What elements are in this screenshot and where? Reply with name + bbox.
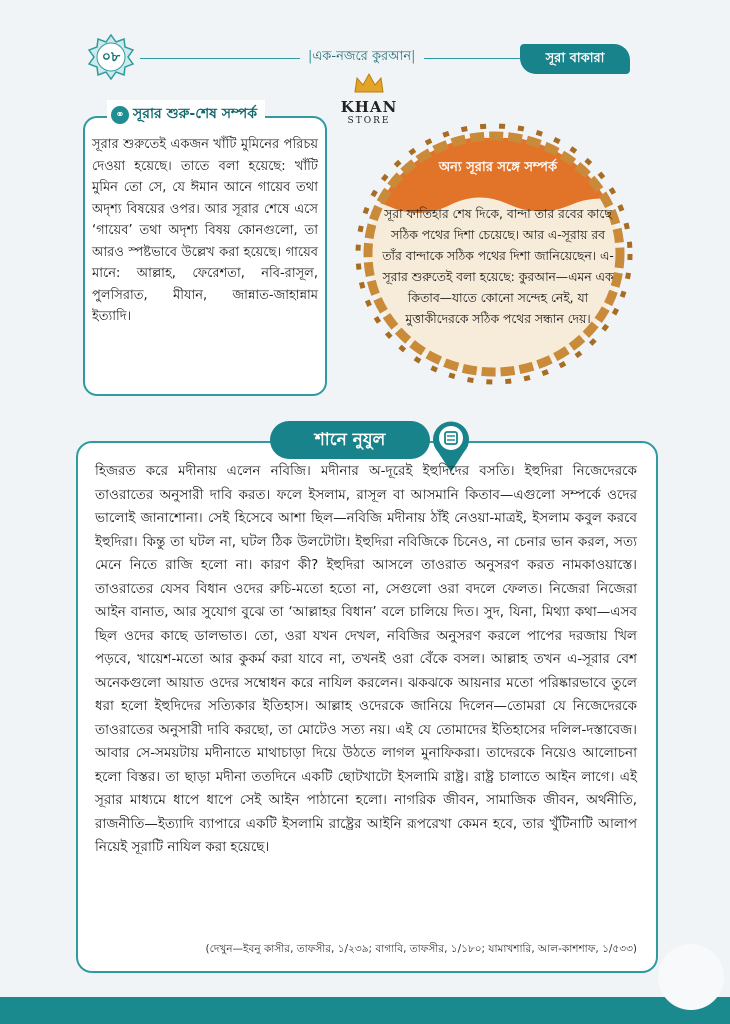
footer-bar (0, 997, 730, 1024)
page-number-badge (88, 34, 134, 80)
page-number: ০৮ (101, 49, 121, 65)
floating-action-circle[interactable] (658, 944, 724, 1010)
link-icon: ⚭ (111, 106, 129, 124)
shane-nuzul-title: শানে নুযুল (270, 421, 430, 459)
start-end-box-title (107, 100, 265, 128)
start-end-text: সূরার শুরুতেই একজন খাঁটি মুমিনের পরিচয় দেওয়া হয়েছে। তাতে বলা হয়েছে: খাঁটি মুমিন তো সে, যে ঈমান আনে গায়েব তথা অদৃশ্য বিষয়ের ওপর। আর সূরার শেষে এসে ‘গায়েব’ তথা অদৃশ্য বিষয় কোনগুলো, তা আরও স্পষ্টভাবে উল্লেখ করা হয়েছে। গায়েব মানে: আল্লাহ, ফেরেশতা, নবি-রাসূল, পুলসিরাত, মীযান, জান্নাত-জাহান্নাম ইত্যাদি। (92, 137, 318, 324)
shane-nuzul-text: হিজরত করে মদীনায় এলেন নবিজি। মদীনার অ-দূরেই ইহুদিদের বসতি। ইহুদিরা নিজেদেরকে তাওরাতের অনুসারী দাবি করত। ফলে ইসলাম, রাসূল বা আসমানি কিতাব—এগুলো সম্পর্কে ওদের ভালোই জানাশোনা। সেই হিসেবে আশা ছিল—নবিজি মদীনায় ঠাঁই নেওয়া-মাত্রই, ইসলাম কবুল করবে ইহুদিরা। কিন্তু তা ঘটল না, ঘটল ঠিক উলটোটা। ইহুদিরা নবিজিকে চিনেও, না চেনার ভান করল, সত্য মেনে নিতে রাজি হলো না। কারণ কী? ইহুদিরা আসলে তাওরাত অনুসরণ করত নামকাওয়াস্তে। তাওরাতের যেসব বিধান ওদের রুচি-মতো হতো না, সেগুলো ওরা বদলে ফেলত। নিজেরা নিজেরা আইন বানাত, আর সুযোগ বুঝে তা ‘আল্লাহর বিধান’ বলে চালিয়ে দিত। সুদ, যিনা, মিথ্যা কথা—এসব ছিল ওদের কাছে ডালভাত। তো, ওরা যখন দেখল, নবিজির অনুসরণ করলে পাপের দরজায় খিল পড়বে, খায়েশ-মতো আর কুকর্ম করা যাবে না, তখনই ওরা বেঁকে বসল। আল্লাহ তখন এ-সূরার বেশ অনেকগুলো আয়াত ওদের সম্বোধন করে নাযিল করলেন। ঝকঝকে আয়নার মতো পরিষ্কারভাবে তুলে ধরা হলো ইহুদিদের সত্যিকার ইতিহাস। আল্লাহ ওদেরকে জানিয়ে দিলেন—তোমরা যে নিজেদেরকে তাওরাতের অনুসারী দাবি করছো, তা মোটেও সত্য নয়। এই যে তোমাদের ইতিহাসের দলিল-দস্তাবেজ। আবার সে-সময়টায় মদীনাতে মাথাচাড়া দিয়ে উঠতে লাগল মুনাফিকরা। তাদেরকে নিয়েও আলোচনা হলো বিস্তর। তা ছাড়া মদীনা ততদিনে একটি ছোটখাটো ইসলামি রাষ্ট্র। রাষ্ট্র চালাতে আইন লাগে। এই সূরার মাধ্যমে ধাপে ধাপে সেই আইন পাঠানো হলো। নাগরিক জীবন, সামাজিক জীবন, অর্থনীতি, রাজনীতি—ইত্যাদি ব্যাপারে একটি ইসলামি রাষ্ট্রের আইনি রূপরেখা কেমন হবে, তার খুঁটিনাটি আলাপ নিয়েই সূরাটি নাযিল করা হয়েছে। (95, 463, 637, 855)
crown-icon (353, 72, 385, 94)
logo-store: STORE (347, 116, 391, 126)
surah-name-tab: সূরা বাকারা (520, 44, 630, 74)
shane-nuzul-reference: (দেখুন—ইবনু কাসীর, তাফসীর, ১/২৩৯; বাগাবি, তাফসীর, ১/১৮০; যামাখশারি, আল-কাশশাফ, ১/৫৩৩) (205, 943, 637, 955)
logo-name: KHAN (340, 98, 398, 116)
other-surah-title: অন্য সূরার সঙ্গে সম্পর্ক (438, 160, 558, 175)
start-end-title-text: সূরার শুরু-শেষ সম্পর্ক (133, 106, 258, 122)
book-title: | এক-নজরে কুরআন | (300, 47, 424, 68)
other-surah-text: সূরা ফাতিহার শেষ দিকে, বান্দা তার রবের কাছে সঠিক পথের দিশা চেয়েছে। আর এ-সূরায় রব তাঁর বান্দাকে সঠিক পথের দিশা জানিয়েছেন। এ-সূরার শুরুতেই বলা হয়েছে: কুরআন—এমন এক কিতাব—যাতে কোনো সন্দেহ নেই, যা মুত্তাকীদেরকে সঠিক পথের সন্ধান দেয়। (382, 207, 614, 326)
